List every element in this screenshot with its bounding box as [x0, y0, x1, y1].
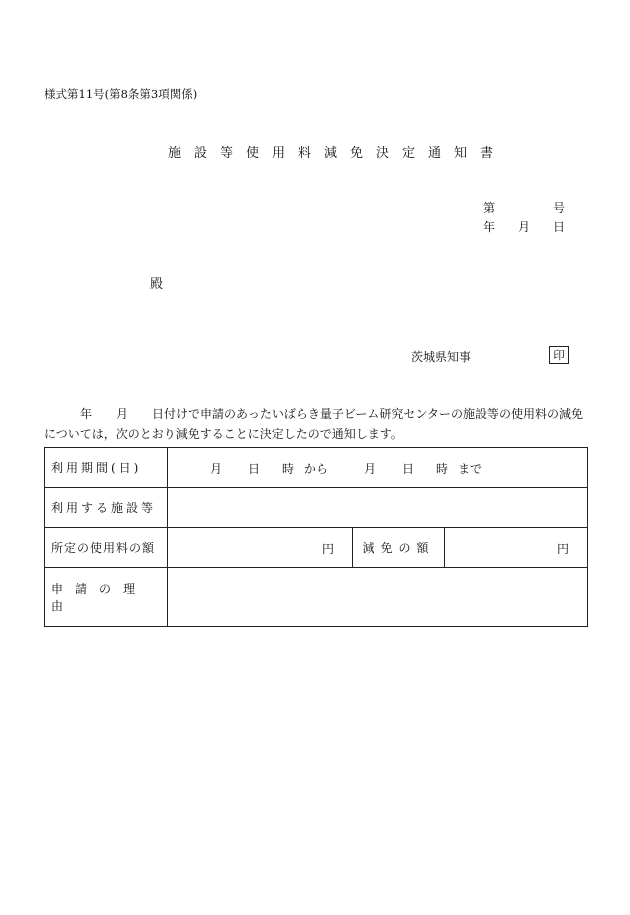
date-month: 月 — [518, 220, 531, 234]
date-day: 日 — [553, 220, 566, 234]
document-number-date — [483, 199, 568, 235]
issuer-name: 茨城県知事 — [411, 350, 472, 364]
period-day-2: 日 — [402, 462, 415, 476]
reduction-label: 減免の額 — [353, 528, 445, 568]
date-year: 年 — [483, 220, 496, 234]
document-number-row — [483, 199, 568, 218]
table-row-period — [45, 448, 588, 488]
form-number: 様式第11号(第8条第3項関係) — [44, 87, 198, 101]
body-line-1 — [44, 404, 590, 424]
body-rest-line1: 日付けで申請のあったいばらき量子ビーム研究センターの施設等の使用料の減免 — [152, 407, 583, 421]
period-to: まで — [458, 462, 483, 476]
table-row-facility — [45, 488, 588, 528]
seal-mark: 印 — [549, 346, 569, 364]
body-line-2: については，次のとおり減免することに決定したので通知します。 — [44, 427, 403, 441]
body-year: 年 — [80, 407, 93, 421]
body-paragraph — [44, 404, 590, 444]
fee-field[interactable] — [168, 528, 353, 568]
facility-label: 利用する施設等 — [45, 488, 168, 528]
fee-unit: 円 — [321, 542, 334, 556]
period-month-2: 月 — [364, 462, 377, 476]
reduction-unit: 円 — [556, 542, 569, 556]
reduction-field[interactable] — [445, 528, 588, 568]
period-from: から — [304, 462, 329, 476]
period-field[interactable] — [168, 448, 588, 488]
detail-table — [44, 447, 588, 627]
period-day-1: 日 — [248, 462, 261, 476]
table-row-fee — [45, 528, 588, 568]
period-hour-1: 時 — [282, 462, 295, 476]
addressee-honorific: 殿 — [150, 277, 164, 292]
number-prefix: 第 — [483, 201, 496, 215]
reason-label: 申請の理由 — [45, 568, 168, 627]
fee-label: 所定の使用料の額 — [45, 528, 168, 568]
period-label: 利用期間(日) — [45, 448, 168, 488]
period-month-1: 月 — [210, 462, 223, 476]
reason-field[interactable] — [168, 568, 588, 627]
table-row-reason — [45, 568, 588, 627]
document-title: 施設等使用料減免決定通知書 — [168, 146, 507, 161]
date-row — [483, 218, 568, 237]
body-month: 月 — [116, 407, 129, 421]
period-hour-2: 時 — [436, 462, 449, 476]
facility-field[interactable] — [168, 488, 588, 528]
number-suffix: 号 — [553, 201, 566, 215]
